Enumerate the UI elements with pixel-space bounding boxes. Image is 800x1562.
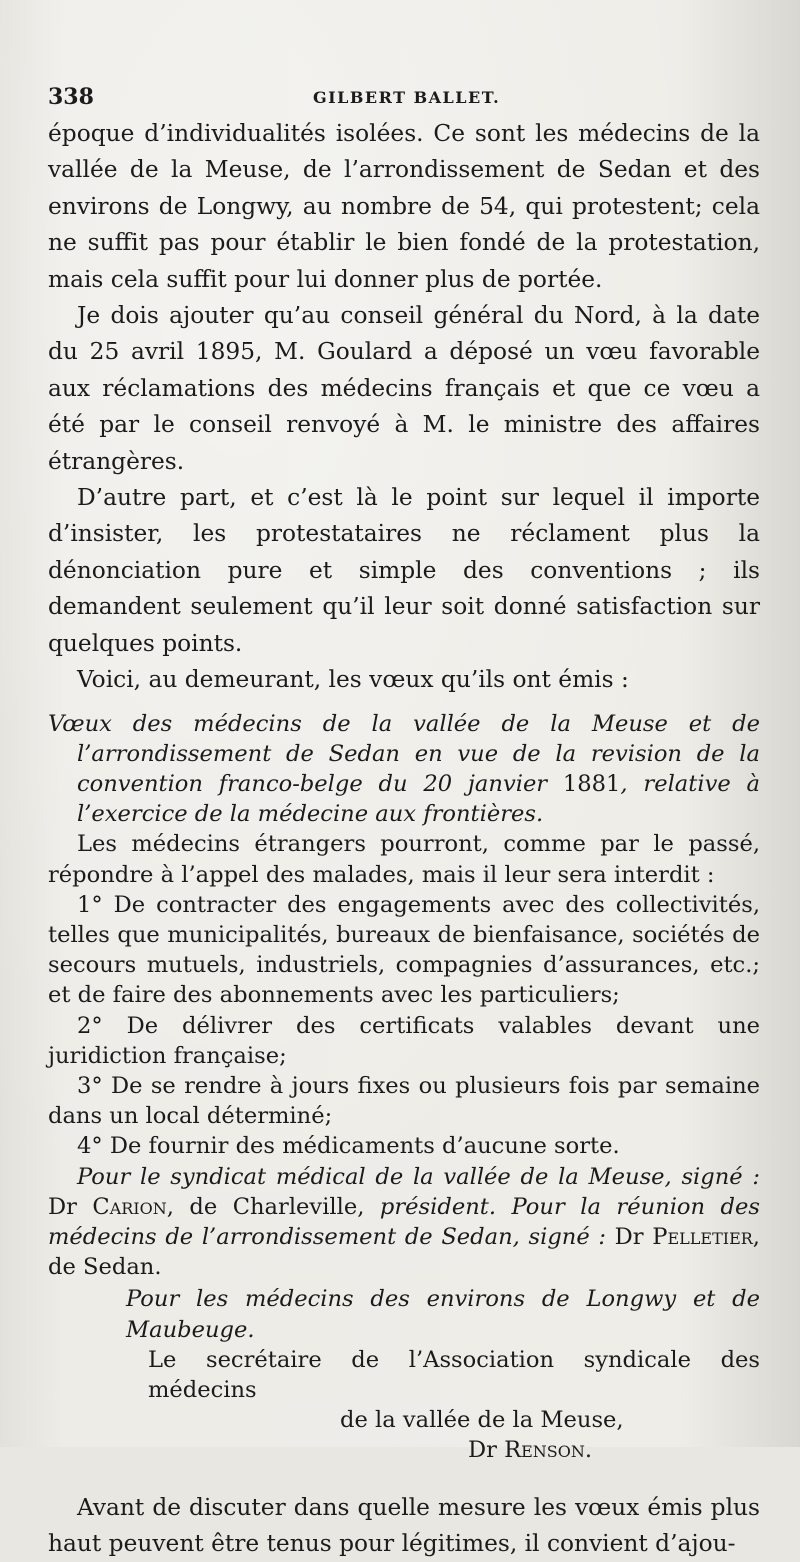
signature-2-name: Pelletier	[652, 1223, 753, 1250]
vows-title-part-b: janvier	[467, 770, 563, 797]
signature-renson	[48, 1435, 760, 1465]
signature-1-place: , de Charleville,	[166, 1193, 380, 1220]
signature-1-role: président. Pour la réunion des médecins de l’arrondissement de Sedan, signé :	[48, 1193, 760, 1250]
signature-longwy: Pour les médecins des environs de Longwy et de Maubeuge.	[126, 1286, 760, 1343]
vows-title-part-d: , relative à l’exercice de la médecine aux frontières.	[77, 770, 760, 828]
signature-association: de la vallée de la Meuse,	[340, 1407, 624, 1434]
paragraph-2: Je dois ajouter qu’au conseil général du Nord, à la date du 25 avril 1895, M. Goulard a déposé un vœu favorable aux réclamations des médecins français et que ce vœu a été par le conseil renvoyé à M. le ministre des affaires étrangères.	[48, 302, 760, 475]
vow-item-4: 4° De fournir des médicaments d’aucune sorte.	[77, 1133, 620, 1160]
signature-2-title: Dr	[614, 1223, 653, 1250]
paragraph-1: époque d’individualités isolées. Ce sont les médecins de la vallée de la Meuse, de l’arrondissement de Sedan et des environs de Longwy, au nombre de 54, qui protestent; cela ne suffit pas pour établir le bien fondé de la protestation, mais cela suffit pour lui donner plus de portée.	[48, 120, 760, 293]
vows-title-part-a: Vœux des médecins de la vallée de la Meuse et de l’arrondissement de Sedan en vue de la revision de la convention franco-belge du 20	[48, 710, 760, 797]
signature-1-name: Carion	[92, 1193, 167, 1220]
signature-block-1	[48, 1162, 760, 1283]
signature-1-title: Dr	[48, 1193, 93, 1220]
signature-2-place: , de Sedan.	[48, 1223, 760, 1281]
signature-secretary: Le secrétaire de l’Association syndicale des médecins	[148, 1346, 760, 1403]
paragraph-4: Voici, au demeurant, les vœux qu’ils ont émis :	[77, 666, 629, 694]
signature-renson-title: Dr	[468, 1437, 505, 1464]
running-title: GILBERT BALLET.	[313, 88, 501, 107]
closing-paragraph: Avant de discuter dans quelle mesure les vœux émis plus haut peuvent être tenus pour légitimes, il convient d’ajou-	[48, 1493, 760, 1557]
vows-title-year: 1881	[562, 770, 621, 797]
vow-item-2: 2° De délivrer des certificats valables devant une juridiction française;	[48, 1012, 760, 1069]
paragraph-3: D’autre part, et c’est là le point sur lequel il importe d’insister, les protestataires ne réclament plus la dénonciation pure et simple des conventions ; ils demandent seulement qu’il leur soit donné satisfaction sur quelques points.	[48, 484, 760, 657]
vow-item-3: 3° De se rendre à jours fixes ou plusieurs fois par semaine dans un local déterminé;	[48, 1072, 760, 1130]
signature-1-intro: Pour le syndicat médical de la vallée de la Meuse, signé :	[77, 1163, 760, 1190]
page-content	[48, 80, 760, 1562]
page-number: 338	[48, 84, 94, 110]
signature-renson-name: Renson.	[504, 1437, 593, 1464]
vows-title	[48, 709, 760, 830]
running-header	[48, 80, 760, 116]
vow-item-1: 1° De contracter des engagements avec des collectivités, telles que municipalités, bureaux de bienfaisance, sociétés de secours mutuels, industriels, compagnies d’assurances, etc.; et de faire des abonnements avec les particuliers;	[48, 891, 760, 1009]
vows-intro: Les médecins étrangers pourront, comme par le passé, répondre à l’appel des malades, mais il leur sera interdit :	[48, 831, 760, 888]
